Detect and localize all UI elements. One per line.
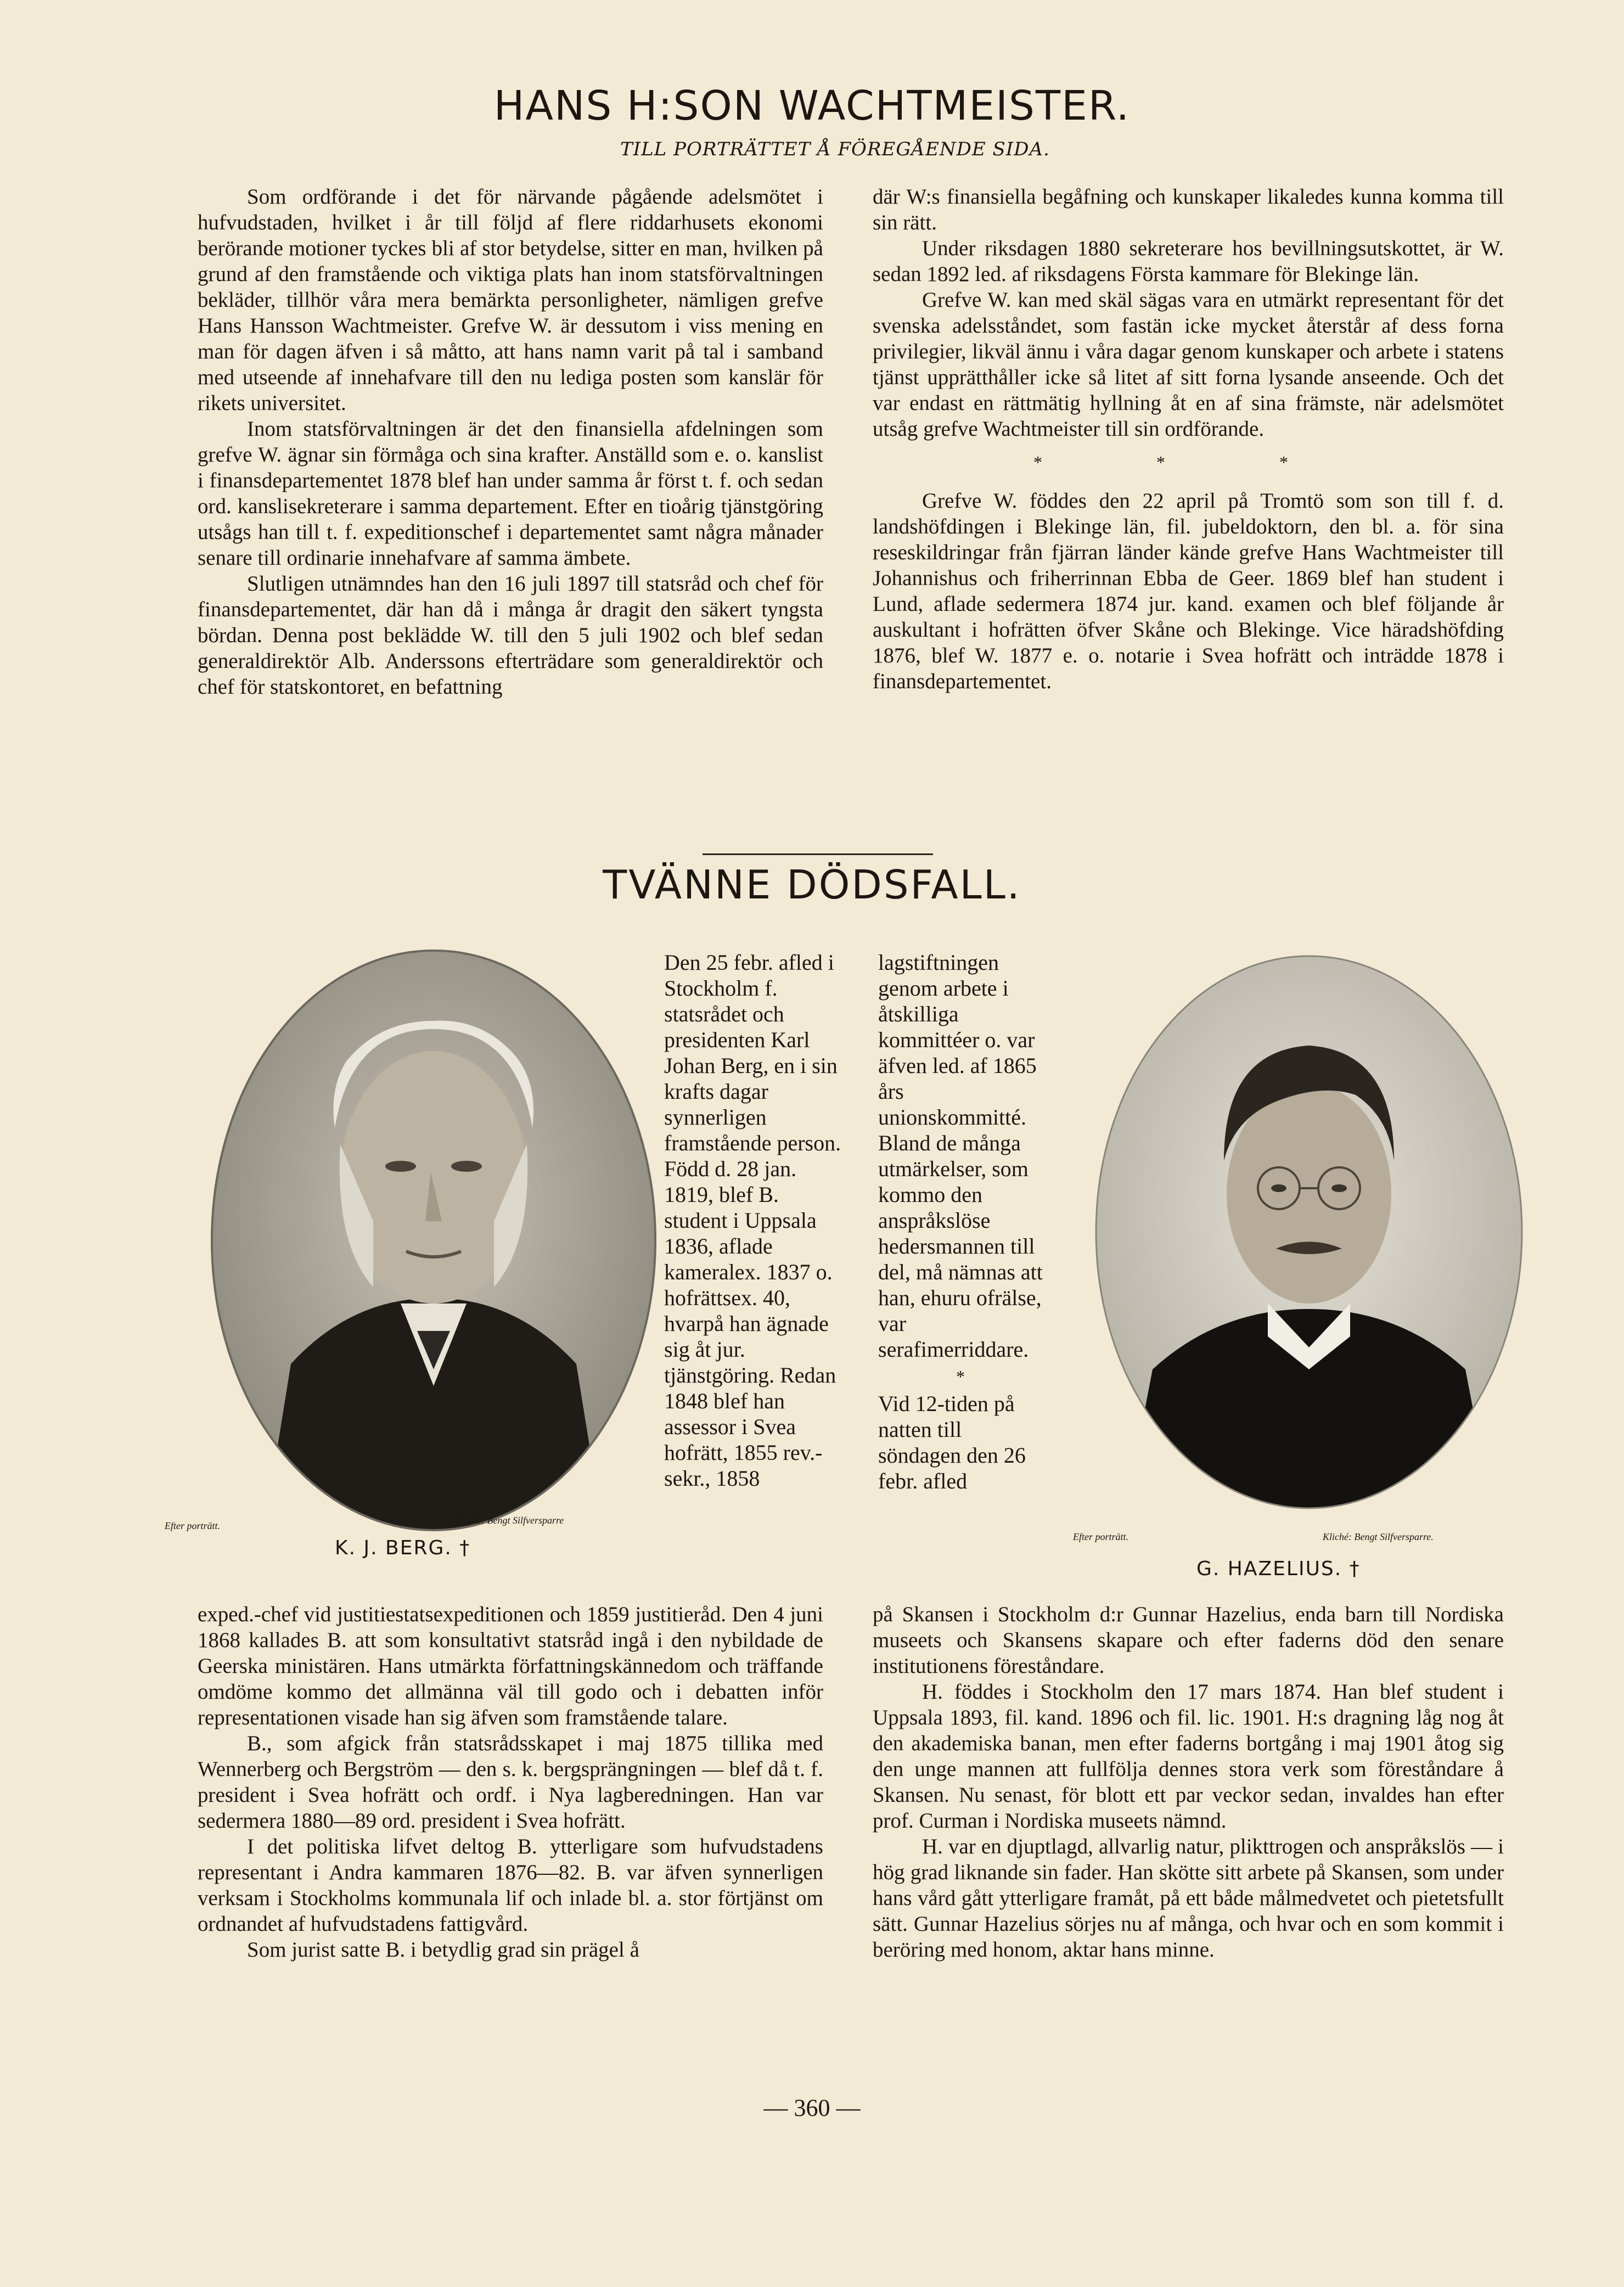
paragraph: Under riksdagen 1880 sekreterare hos bevillningsutskottet, är W. sedan 1892 led. af riksdagens Första kammare för Blekinge län.: [873, 237, 1504, 286]
portrait-caption: K. J. BERG. †: [335, 1537, 471, 1559]
article2-left-column: [198, 1602, 823, 1963]
article-subtitle: TILL PORTRÄTTET Å FÖREGÅENDE SIDA.: [620, 138, 1050, 160]
article2-mid-left-column: [664, 949, 845, 1491]
paragraph: H. var en djuptlagd, allvarlig natur, plikttrogen och anspråkslös — i hög grad liknande sin fader. Han skötte sitt arbete på Skansen, som under hans vård gått ytterligare framåt, på ett både målmedvetet och pietetsfullt sätt. Gunnar Hazelius sörjes nu af många, och hvar och en som kommit i beröring med honom, aktar hans minne.: [873, 1835, 1504, 1962]
paragraph: I det politiska lifvet deltog B. ytterligare som hufvudstadens representant i Andra kammaren 1876—82. B. var äfven synnerligen verksam i Stockholms kommunala lif och inlade bl. a. stor förtjänst om ordnandet af hufvudstadens fattigvård.: [198, 1835, 823, 1936]
paragraph: Den 25 febr. afled i Stockholm f. statsrådet och presidenten Karl Johan Berg, en i sin krafts dagar synnerligen framstående person. Född d. 28 jan. 1819, blef B. student i Uppsala 1836, aflade kameralex. 1837 o. hofrättsex. 40, hvarpå han ägnade sig åt jur. tjänstgöring. Redan 1848 blef han assessor i Svea hofrätt, 1855 rev.-sekr., 1858: [664, 950, 841, 1491]
section-title: TVÄNNE DÖDSFALL.: [603, 862, 1021, 908]
portrait-hazelius: [1092, 952, 1526, 1512]
portrait-hazelius-image: [1092, 952, 1526, 1512]
paragraph: på Skansen i Stockholm d:r Gunnar Hazelius, enda barn till Nordiska museets och Skansens skapare och efter faderns död den senare institutionens föreståndare.: [873, 1603, 1504, 1678]
article2-right-column: [873, 1602, 1504, 1963]
paragraph: Som ordförande i det för närvande pågående adelsmötet i hufvudstaden, hvilket i år till följd af flere riddarhusets ekonomi berörande motioner tyckes bli af stor betydelse, sitter en man, hvilken på grund af den framstående och viktiga plats han inom statsförvaltningen bekläder, tillhör våra mera bemärkta personligheter, nämligen grefve Hans Hansson Wachtmeister. Grefve W. är dessutom i viss mening en man för dagen äfven i så måtto, att hans namn varit på tal i samband med utseende af innehafvare till den nu lediga posten som kanslär för rikets universitet.: [198, 185, 823, 415]
engraver-credit: Kliché: Bengt Silfversparre: [456, 1515, 564, 1526]
section-star: *: [956, 1367, 965, 1386]
paragraph: Bland de många utmärkelser, som kommo den anspråkslöse hedersmannen till del, må nämnas att han, ehuru ofrälse, var serafimerriddare.: [878, 1131, 1043, 1362]
article1-right-column: [873, 184, 1504, 694]
portrait-berg-image: [209, 947, 659, 1534]
portrait-caption: G. HAZELIUS. †: [1196, 1558, 1361, 1580]
page-number: — 360 —: [763, 2094, 861, 2121]
engraver-credit: Kliché: Bengt Silfversparre.: [1323, 1531, 1434, 1542]
article-title: HANS H:SON WACHTMEISTER.: [493, 82, 1131, 130]
paragraph: B., som afgick från statsrådsskapet i maj 1875 tillika med Wennerberg och Bergström — den s. k. bergsprängningen — blef då t. f. president i Svea hofrätt och ordf. i Nya lagberedningen. Han var sedermera 1880—89 ord. president i Svea hofrätt.: [198, 1732, 823, 1833]
photo-credit: Efter porträtt.: [1073, 1531, 1129, 1542]
section-stars: * * *: [1033, 452, 1343, 472]
article2-mid-right-column: [878, 949, 1043, 1494]
paragraph: Grefve W. föddes den 22 april på Tromtö som son till f. d. landshöfdingen i Blekinge län, fil. jubeldoktorn, den bl. a. för sina reseskildringar från fjärran länder kände grefve Hans Wachtmeister till Johannishus och friherrinnan Ebba de Geer. 1869 blef han student i Lund, aflade sedermera 1874 jur. kand. examen och blef följande år auskultant i hofrätten öfver Skåne och Blekinge. Vice häradshöfding 1876, blef W. 1877 e. o. notarie i Svea hofrätt och inträdde 1878 i finansdepartementet.: [873, 489, 1504, 693]
paragraph: lagstiftningen genom arbete i åtskilliga kommittéer o. var äfven led. af 1865 års unionskommitté.: [878, 950, 1037, 1130]
separator-rule: [703, 853, 933, 855]
portrait-berg: [209, 947, 659, 1534]
article1-left-column: [198, 184, 823, 700]
photo-credit: Efter porträtt.: [165, 1520, 221, 1531]
paragraph: Vid 12-tiden på natten till söndagen den 26 febr. afled: [878, 1391, 1026, 1493]
paragraph: Inom statsförvaltningen är det den finansiella afdelningen som grefve W. ägnar sin förmåga och sina krafter. Anställd som e. o. kanslist i finansdepartementet 1878 blef han under samma år först t. f. och sedan ord. kanslisekreterare i samma departement. Efter en tioårig tjänstgöring utsågs han till t. f. expeditionschef i departementet samt några månader senare till ordinarie innehafvare af samma ämbete.: [198, 417, 823, 570]
paragraph: exped.-chef vid justitiestatsexpeditionen och 1859 justitieråd. Den 4 juni 1868 kallades B. att som konsultativt statsråd ingå i den nybildade de Geerska ministären. Hans utmärkta författningskännedom och träffande omdöme kommo det allmänna väl till godo och i debatten inför representationen visade han sig äfven som framstående talare.: [198, 1603, 823, 1729]
paragraph: Grefve W. kan med skäl sägas vara en utmärkt representant för det svenska adelsståndet, som fastän icke mycket återstår af dess forna privilegier, likväl ännu i våra dagar genom kunskaper och arbete i statens tjänst upprätthåller icke så litet af sitt forna lysande anseende. Och det var endast en rättmätig hyllning åt en af sina främste, när adelsmötet utsåg grefve Wachtmeister till sin ordförande.: [873, 288, 1504, 441]
paragraph: Som jurist satte B. i betydlig grad sin prägel å: [247, 1938, 639, 1962]
paragraph: H. föddes i Stockholm den 17 mars 1874. Han blef student i Uppsala 1893, fil. kand. 1896 och fil. lic. 1901. H:s dragning låg nog åt den akademiska banan, men efter faderns bortgång i maj 1901 åtog sig den unge mannen att fullfölja dennes stora verk som föreståndare å Skansen. Nu senast, för blott ett par veckor sedan, invaldes han efter prof. Curman i Nordiska museets nämnd.: [873, 1680, 1504, 1833]
paragraph: där W:s finansiella begåfning och kunskaper likaledes kunna komma till sin rätt.: [873, 185, 1504, 234]
paragraph: Slutligen utnämndes han den 16 juli 1897 till statsråd och chef för finansdepartementet, där han då i många år dragit den säkert tyngsta bördan. Denna post beklädde W. till den 5 juli 1902 och blef sedan generaldirektör Alb. Anderssons efterträdare som generaldirektör och chef för statskontoret, en befattning: [198, 572, 823, 699]
